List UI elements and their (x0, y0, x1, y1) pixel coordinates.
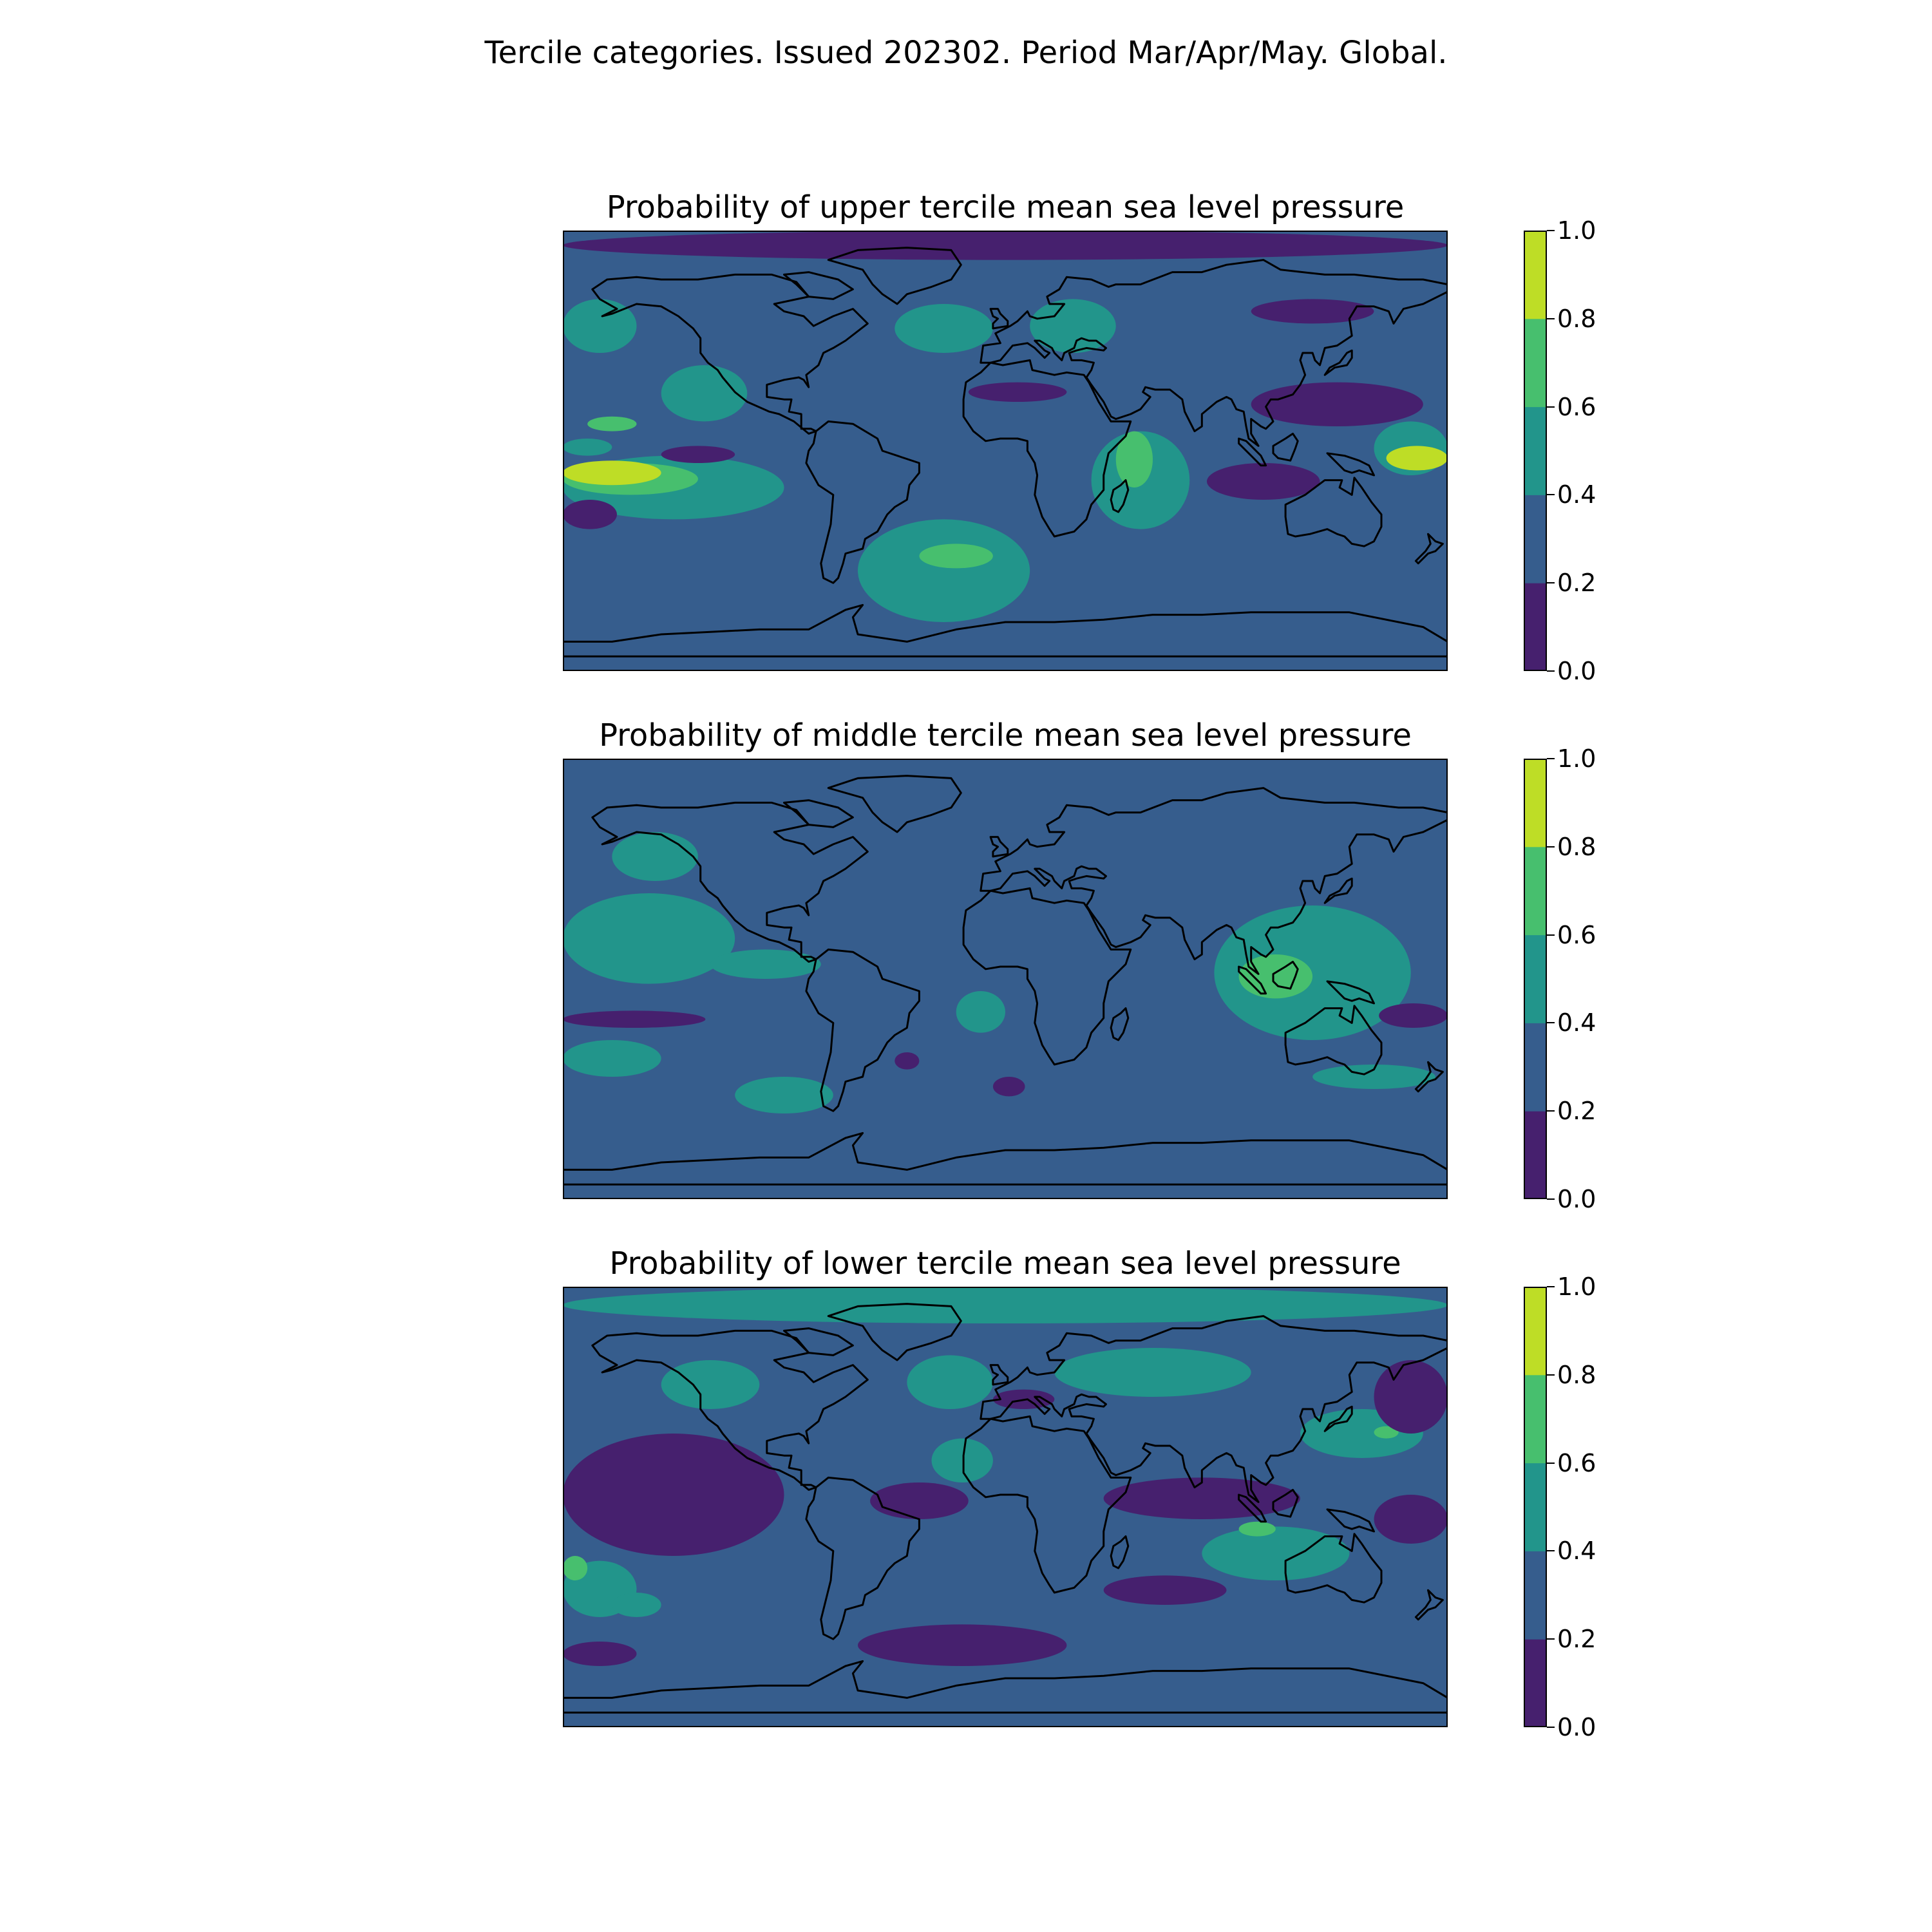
colorbar-tick-label: 0.8 (1557, 832, 1596, 861)
colorbar-tickmark (1547, 582, 1555, 583)
probability-region (735, 1077, 833, 1113)
colorbar-tickmark (1547, 318, 1555, 319)
colorbar-tick-label: 0.8 (1557, 1360, 1596, 1389)
colorbar-tickmark (1547, 1110, 1555, 1112)
colorbar-tickmark (1547, 1286, 1555, 1287)
colorbar-segment (1524, 1551, 1547, 1639)
colorbar-tick-label: 0.2 (1557, 1097, 1596, 1126)
colorbar-tickmark (1547, 934, 1555, 936)
probability-region (563, 460, 661, 485)
colorbar-tick-label: 0.4 (1557, 1009, 1596, 1037)
colorbar-tick-label: 0.6 (1557, 1448, 1596, 1477)
probability-region (919, 544, 993, 568)
colorbar-tickmark (1547, 1727, 1555, 1728)
colorbar-tickmark (1547, 1022, 1555, 1023)
colorbar-middle (1524, 759, 1547, 1199)
probability-region (870, 1482, 969, 1519)
colorbar-segment (1524, 1287, 1547, 1375)
probability-region (1379, 1003, 1448, 1028)
probability-region (1251, 299, 1374, 323)
colorbar-tick-label: 0.8 (1557, 304, 1596, 333)
probability-region (563, 1040, 661, 1077)
probability-region (612, 832, 698, 881)
probability-region (1202, 1526, 1349, 1580)
probability-region (969, 383, 1067, 402)
panel-title-middle: Probability of middle tercile mean sea level pressure (599, 717, 1412, 753)
colorbar-tick-label: 0.6 (1557, 920, 1596, 949)
probability-region (661, 365, 748, 421)
colorbar-tick-label: 0.6 (1557, 392, 1596, 421)
probability-region (1054, 1348, 1251, 1397)
colorbar-tick-label: 0.4 (1557, 1537, 1596, 1566)
colorbar-tickmark (1547, 1198, 1555, 1200)
panel-upper (0, 188, 1932, 716)
probability-region (1374, 1495, 1448, 1544)
probability-region (932, 1439, 993, 1482)
colorbar-tickmark (1547, 1638, 1555, 1640)
probability-region (563, 1434, 784, 1556)
colorbar-tick-label: 0.0 (1557, 657, 1596, 685)
colorbar-tickmark (1547, 1374, 1555, 1376)
colorbar-tickmark (1547, 758, 1555, 759)
colorbar-segment (1524, 847, 1547, 935)
colorbar-segment (1524, 1375, 1547, 1463)
probability-region (563, 439, 612, 456)
probability-region (661, 446, 735, 463)
colorbar-tick-label: 0.0 (1557, 1713, 1596, 1741)
colorbar-tickmark (1547, 670, 1555, 672)
colorbar-tickmark (1547, 846, 1555, 848)
probability-region (563, 1287, 1448, 1323)
colorbar-segment (1524, 1023, 1547, 1111)
colorbar-tick-label: 0.0 (1557, 1185, 1596, 1213)
colorbar-segment (1524, 1463, 1547, 1551)
probability-region (563, 231, 1448, 260)
probability-region (587, 417, 636, 431)
probability-region (1387, 446, 1448, 470)
probability-region (1374, 1360, 1448, 1434)
colorbar-segment (1524, 231, 1547, 319)
colorbar-tick-label: 1.0 (1557, 1273, 1596, 1301)
figure-suptitle: Tercile categories. Issued 202302. Period Mar/Apr/May. Global. (484, 35, 1448, 71)
colorbar-tickmark (1547, 230, 1555, 231)
colorbar-segment (1524, 407, 1547, 495)
probability-region (563, 893, 735, 984)
probability-region (1207, 463, 1320, 500)
map-upper (563, 231, 1448, 671)
panel-title-lower: Probability of lower tercile mean sea level pressure (609, 1245, 1401, 1282)
probability-region (661, 1360, 760, 1409)
probability-region (710, 949, 821, 979)
probability-region (858, 1624, 1066, 1666)
probability-region (895, 304, 993, 353)
map-lower (563, 1287, 1448, 1727)
colorbar-segment (1524, 935, 1547, 1023)
probability-region (612, 1593, 661, 1617)
colorbar-tickmark (1547, 1550, 1555, 1551)
colorbar-tickmark (1547, 494, 1555, 495)
probability-region (563, 1556, 587, 1580)
colorbar-tick-label: 1.0 (1557, 744, 1596, 773)
colorbar-segment (1524, 1639, 1547, 1727)
probability-region (563, 1642, 637, 1666)
colorbar-tick-label: 1.0 (1557, 216, 1596, 245)
colorbar-segment (1524, 319, 1547, 407)
probability-region (895, 1052, 919, 1070)
probability-region (907, 1355, 993, 1409)
colorbar-lower (1524, 1287, 1547, 1727)
colorbar-tick-label: 0.2 (1557, 1625, 1596, 1654)
colorbar-tickmark (1547, 1463, 1555, 1464)
colorbar-segment (1524, 583, 1547, 671)
colorbar-segment (1524, 759, 1547, 847)
panel-lower (0, 1244, 1932, 1772)
panel-middle (0, 716, 1932, 1244)
colorbar-tickmark (1547, 406, 1555, 408)
colorbar-segment (1524, 1111, 1547, 1199)
probability-region (1239, 954, 1313, 998)
probability-region (956, 991, 1005, 1033)
probability-region (563, 1010, 705, 1028)
probability-region (993, 1077, 1025, 1096)
panel-title-upper: Probability of upper tercile mean sea level pressure (606, 189, 1405, 225)
probability-region (1104, 1575, 1227, 1605)
probability-region (563, 299, 637, 353)
colorbar-tick-label: 0.2 (1557, 569, 1596, 598)
map-middle (563, 759, 1448, 1199)
colorbar-tick-label: 0.4 (1557, 480, 1596, 509)
colorbar-upper (1524, 231, 1547, 671)
probability-region (858, 519, 1030, 622)
probability-region (1104, 1477, 1300, 1519)
probability-region (563, 500, 617, 529)
probability-region (1239, 1522, 1276, 1537)
probability-region (1251, 383, 1423, 426)
colorbar-segment (1524, 495, 1547, 583)
